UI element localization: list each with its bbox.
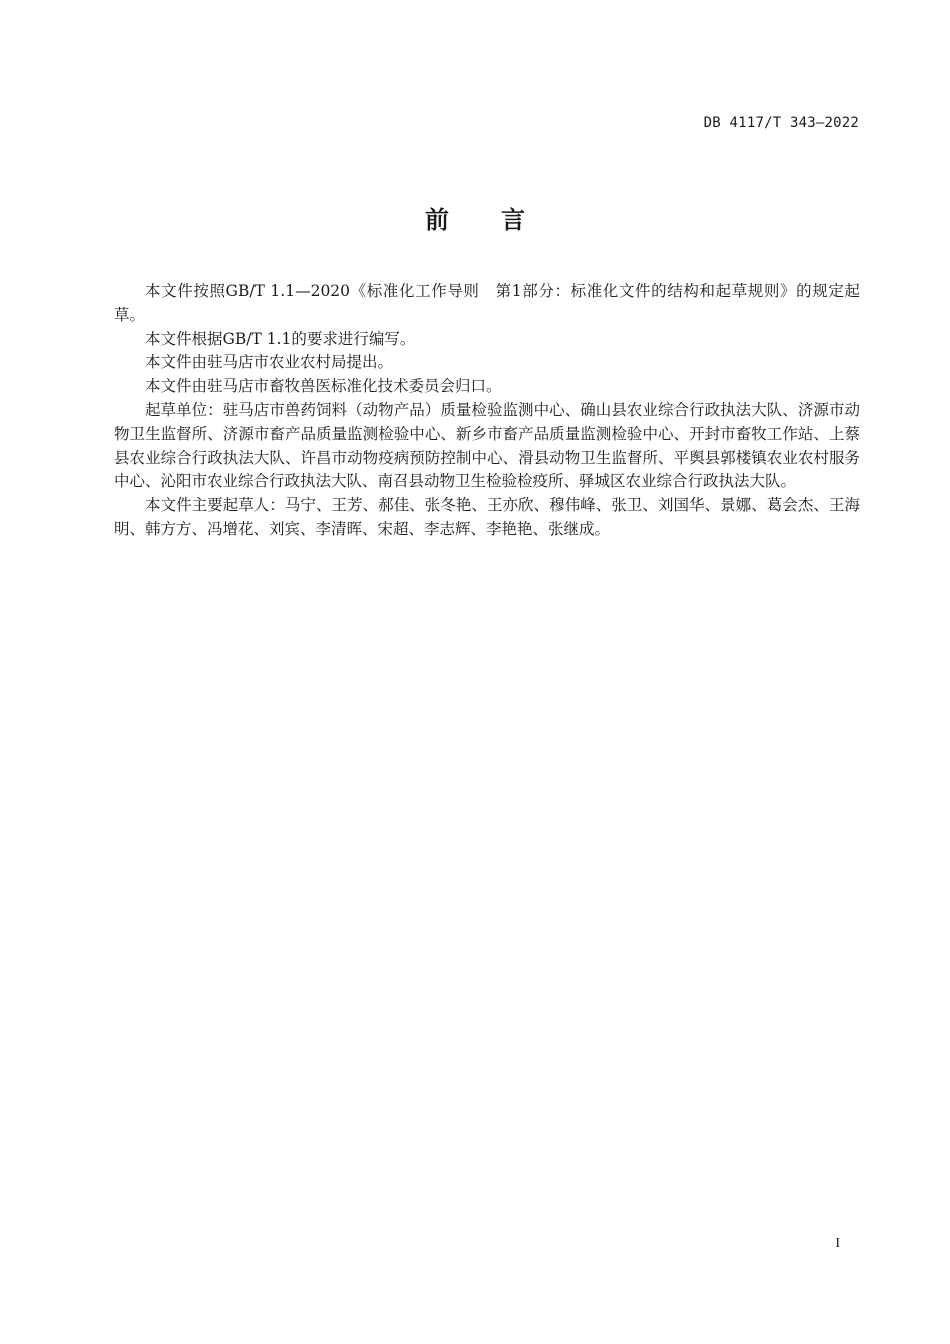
paragraph-drafting-rules: 本文件按照GB/T 1.1—2020《标准化工作导则 第1部分：标准化文件的结构和起草规则》的规定起草。 <box>114 282 860 324</box>
page-title: 前言 <box>425 206 577 234</box>
standard-code: DB 4117/T 343—2022 <box>703 115 859 131</box>
paragraph-drafters: 本文件主要起草人：马宁、王芳、郝佳、张冬艳、王亦欣、穆伟峰、张卫、刘国华、景娜、葛会杰、王海明、韩方方、冯增花、刘宾、李清晖、宋超、李志辉、李艳艳、张继成。 <box>114 496 860 538</box>
paragraph-drafting-units: 起草单位：驻马店市兽药饲料（动物产品）质量检验监测中心、确山县农业综合行政执法大队、济源市动物卫生监督所、济源市畜产品质量监测检验中心、新乡市畜产品质量监测检验中心、开封市畜牧工作站、上蔡县农业综合行政执法大队、许昌市动物疫病预防控制中心、滑县动物卫生监督所、平舆县郭楼镇农业农村服务中心、沁阳市农业综合行政执法大队、南召县动物卫生检验检疫所、驿城区农业综合行政执法大队。 <box>114 400 860 491</box>
page-number: I <box>835 1236 840 1251</box>
paragraph-compilation-basis: 本文件根据GB/T 1.1的要求进行编写。 <box>145 329 416 348</box>
paragraph-proposer: 本文件由驻马店市农业农村局提出。 <box>145 353 394 372</box>
foreword-body <box>114 280 860 542</box>
paragraph-committee: 本文件由驻马店市畜牧兽医标准化技术委员会归口。 <box>145 377 502 396</box>
